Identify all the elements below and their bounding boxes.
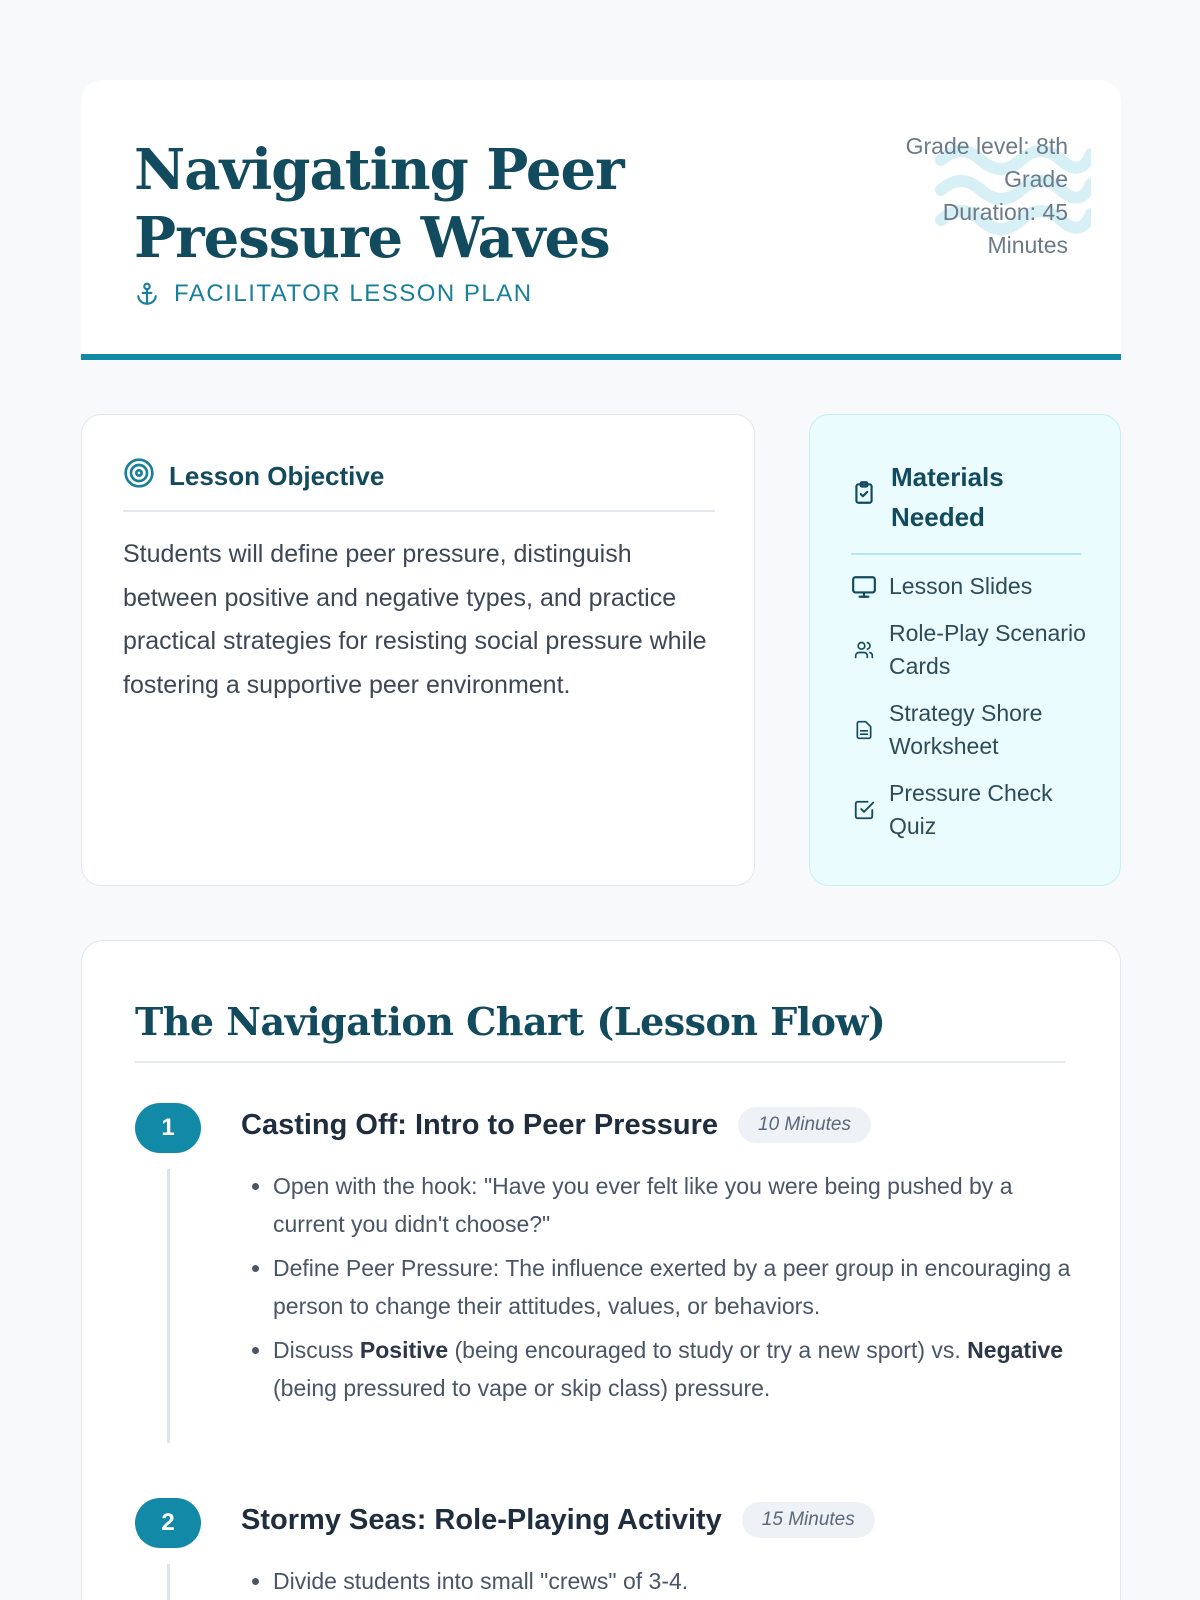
flow-step-1 xyxy=(135,1103,1075,1503)
lesson-meta xyxy=(868,130,1068,262)
duration: Duration: 45 Minutes xyxy=(942,199,1068,258)
section-title: The Navigation Chart (Lesson Flow) xyxy=(135,997,1065,1063)
header-card xyxy=(81,80,1121,360)
materials-list xyxy=(851,570,1091,857)
material-label: Lesson Slides xyxy=(889,573,1033,599)
objective-card xyxy=(81,414,755,886)
step-number: 2 xyxy=(135,1498,201,1548)
step-title: Stormy Seas: Role-Playing Activity xyxy=(241,1503,722,1536)
anchor-icon xyxy=(134,281,160,307)
objective-text: Students will define peer pressure, distinguish between positive and negative types, and practice practical strategies for resisting social pressure while fostering a supportive peer environment. xyxy=(123,540,707,699)
flow-step-2 xyxy=(135,1498,1075,1600)
bold-term: Negative xyxy=(967,1337,1064,1363)
monitor-icon xyxy=(851,574,877,600)
material-label: Role-Play Scenario Cards xyxy=(889,620,1086,679)
materials-heading xyxy=(851,457,1081,555)
target-icon xyxy=(123,457,155,496)
text-segment: Discuss xyxy=(273,1337,360,1363)
material-label: Pressure Check Quiz xyxy=(889,780,1053,839)
materials-heading-label: Materials Needed xyxy=(891,462,1004,532)
check-square-icon xyxy=(851,797,877,823)
grade-level: Grade level: 8th Grade xyxy=(905,133,1068,192)
users-icon xyxy=(851,637,877,663)
list-item xyxy=(851,617,1091,683)
step-header xyxy=(241,1502,875,1538)
list-item xyxy=(851,570,1091,603)
step-bullets xyxy=(273,1562,1073,1600)
list-item: • Divide students into small "crews" of 3-4. xyxy=(273,1562,1073,1600)
objective-heading-label: Lesson Objective xyxy=(169,461,385,491)
step-header xyxy=(241,1107,871,1143)
page-title: Navigating Peer Pressure Waves xyxy=(134,137,624,271)
subtitle-label: FACILITATOR LESSON PLAN xyxy=(174,280,533,307)
page-subtitle xyxy=(134,280,533,308)
lesson-flow-card xyxy=(81,940,1121,1600)
step-title: Casting Off: Intro to Peer Pressure xyxy=(241,1108,718,1141)
document-icon xyxy=(851,717,877,743)
list-item xyxy=(851,697,1091,763)
list-item xyxy=(273,1331,1073,1407)
material-label: Strategy Shore Worksheet xyxy=(889,700,1043,759)
step-bullets xyxy=(273,1167,1073,1413)
text-segment: (being pressured to vape or skip class) pressure. xyxy=(273,1375,771,1401)
timeline-line xyxy=(167,1564,170,1600)
timeline-line xyxy=(167,1169,170,1443)
materials-card xyxy=(809,414,1121,886)
step-number: 1 xyxy=(135,1103,201,1153)
list-item: • Open with the hook: "Have you ever felt like you were being pushed by a current you didn't choose?" xyxy=(273,1167,1073,1243)
bold-term: Positive xyxy=(359,1337,449,1363)
clipboard-icon xyxy=(851,477,877,517)
duration-badge: 10 Minutes xyxy=(738,1107,871,1143)
list-item: • Define Peer Pressure: The influence exerted by a peer group in encouraging a person to change their attitudes, values, or behaviors. xyxy=(273,1249,1073,1325)
list-item xyxy=(851,777,1091,843)
text-segment: (being encouraged to study or try a new sport) vs. xyxy=(448,1337,968,1363)
objective-heading xyxy=(123,457,715,512)
duration-badge: 15 Minutes xyxy=(742,1502,875,1538)
